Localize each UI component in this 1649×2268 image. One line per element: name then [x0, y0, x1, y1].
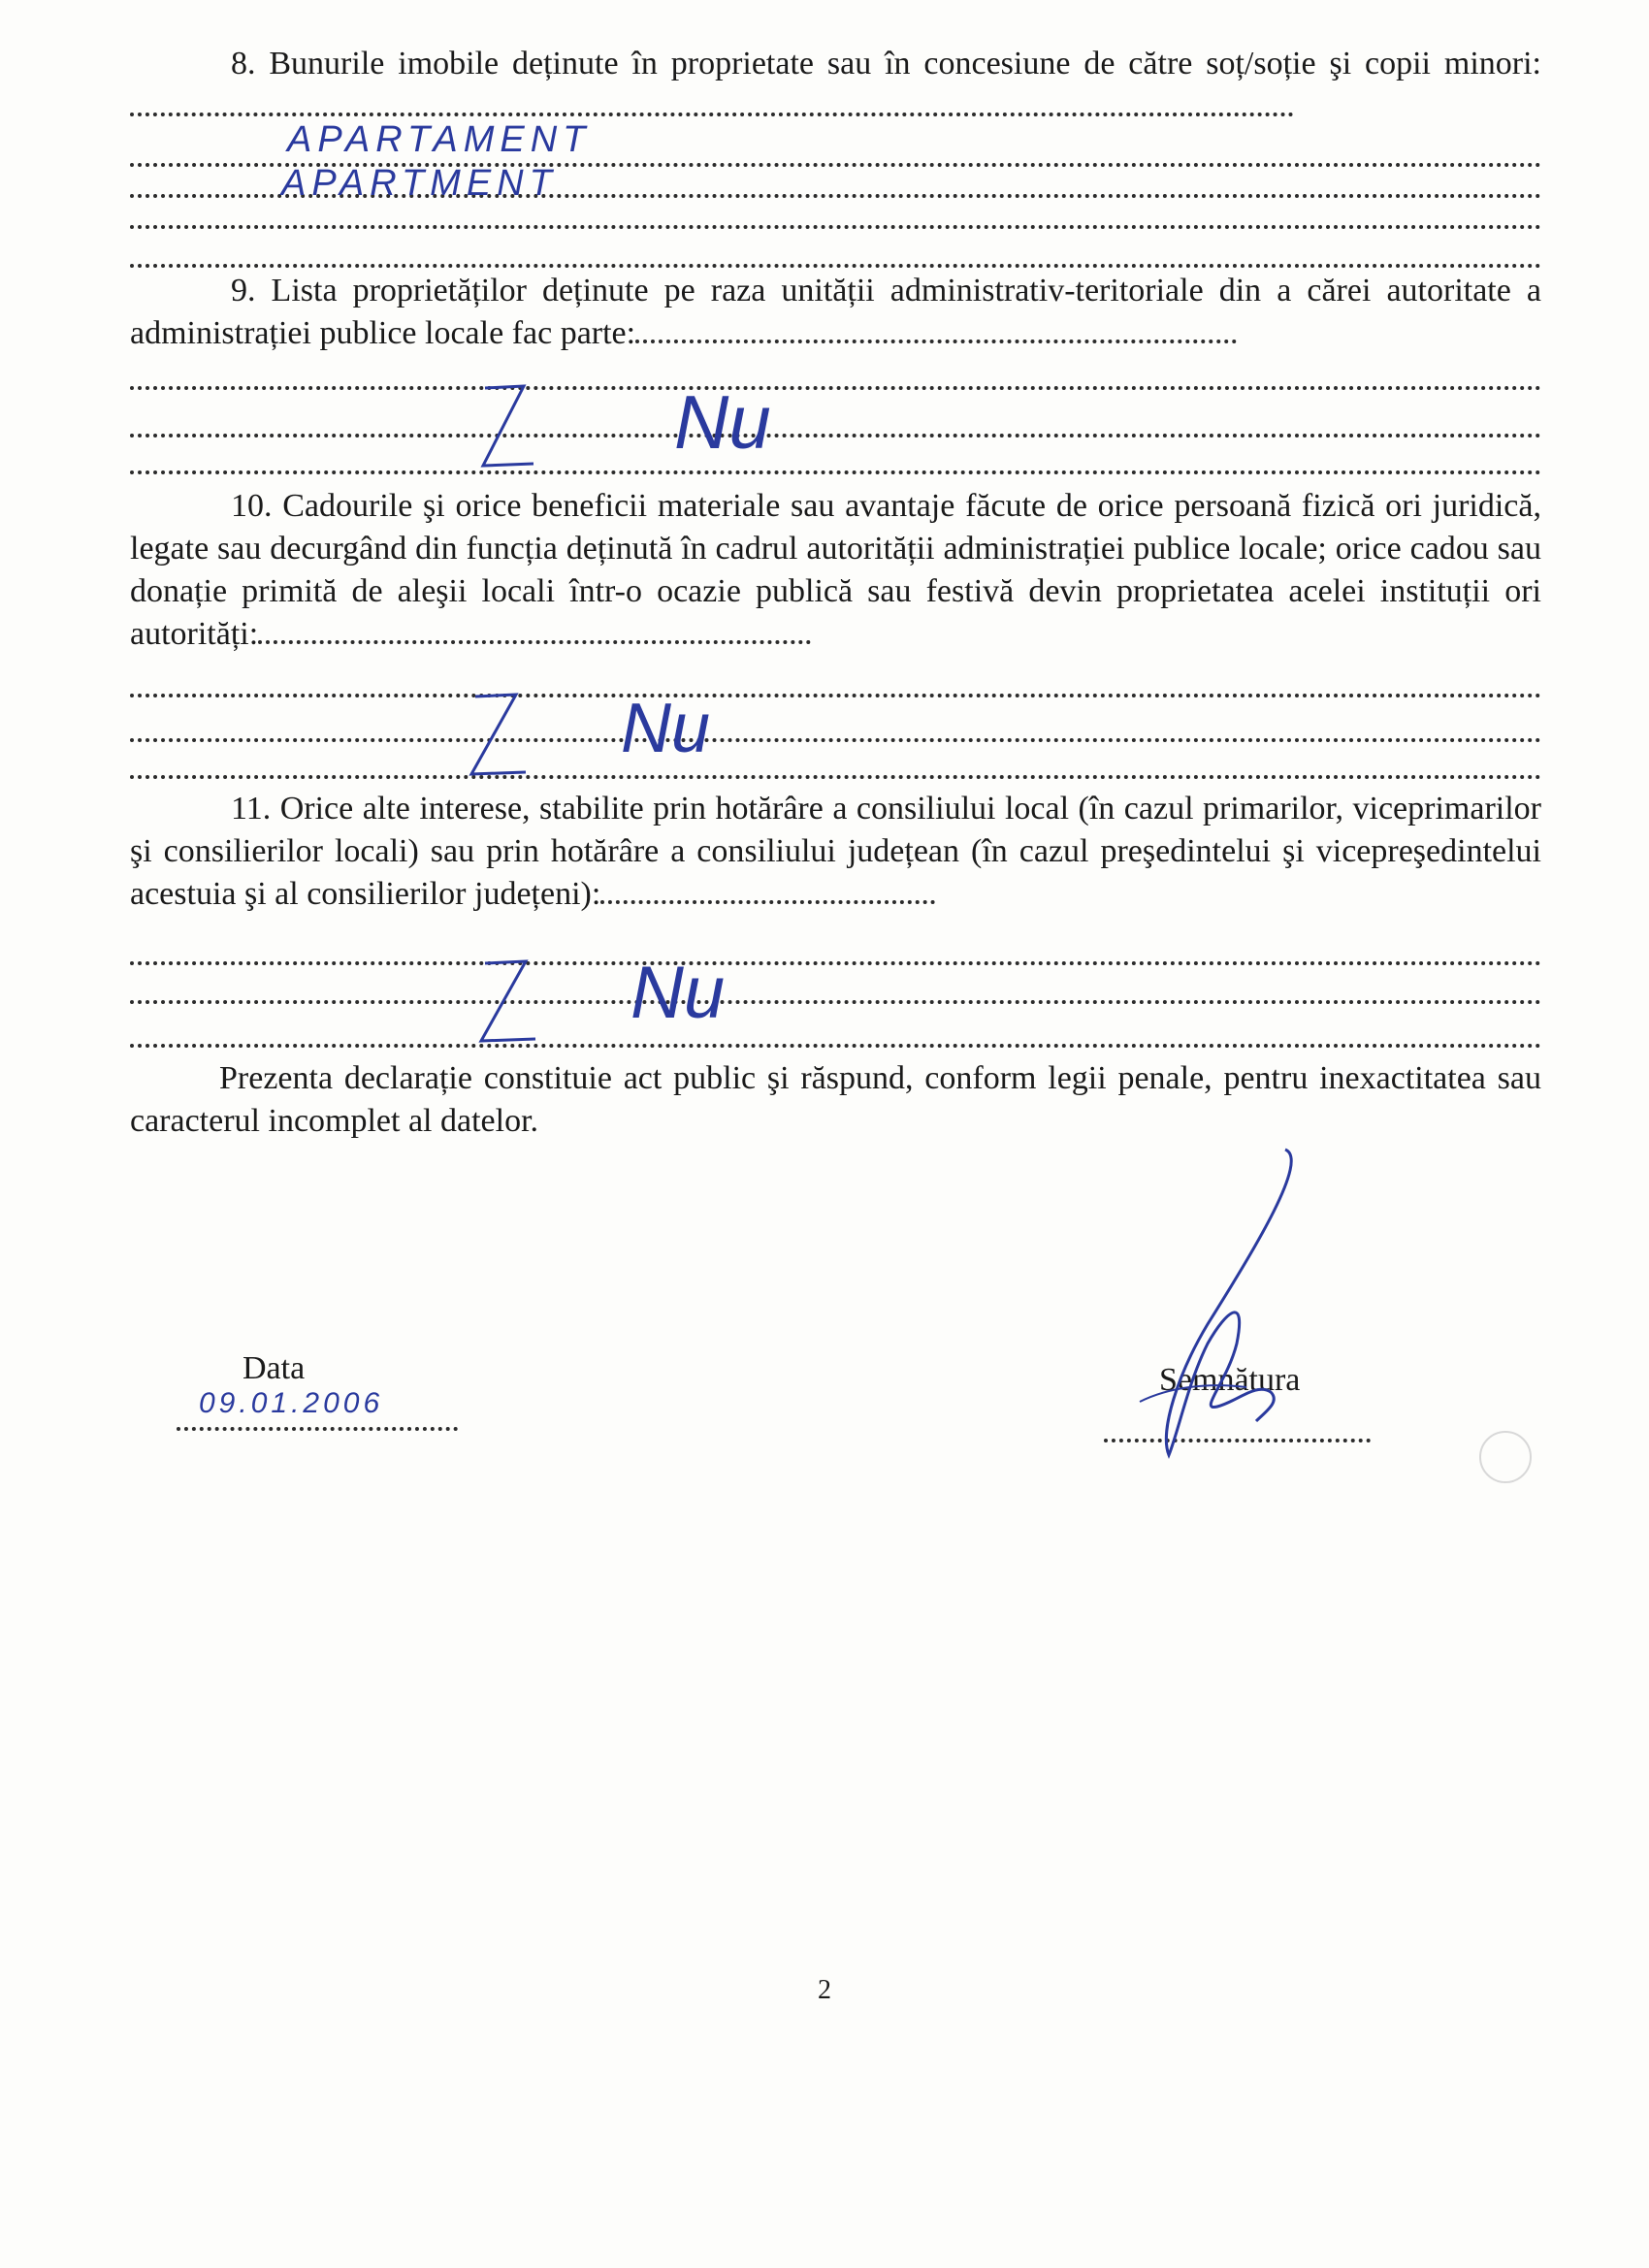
dotted-line	[130, 433, 1541, 437]
dotted-line	[130, 960, 1541, 965]
scan-stain	[1479, 1431, 1532, 1483]
section-8-paragraph	[130, 43, 1541, 128]
signature-scribble	[1101, 1140, 1353, 1470]
signature-label: Semnătura	[1159, 1362, 1301, 1398]
date-dotted-line	[177, 1426, 458, 1431]
dotted-line	[130, 224, 1541, 229]
closing-statement: Prezenta declarație constituie act public şi răspund, conform legii penale, pentru inexactitatea sau caracterul incomplet al datelor.	[130, 1060, 1541, 1139]
dotted-line	[130, 470, 1541, 474]
section-8-text: 8. Bunurile imobile deținute în proprietate sau în concesiune de către soț/soție şi copii minori:	[231, 46, 1541, 81]
dotted-fill	[600, 900, 935, 904]
page-number: 2	[818, 1975, 831, 2005]
section-11-text: 11. Orice alte interese, stabilite prin hotărâre a consiliului local (în cazul primarilor, viceprimarilor şi consilierilor locali) sau prin hotărâre a consiliului județean (în cazul preşedintelui şi vicepreşedintelui acestuia şi al consilierilor județeni):	[130, 791, 1541, 912]
section-10-text: 10. Cadourile şi orice beneficii materiale sau avantaje făcute de orice persoană fizică ori juridică, legate sau decurgând din funcția deținută în cadrul autorității administrației publice locale; orice cadou sau donație primită de aleşii locali într-o ocazie publică sau festivă devin proprietatea acelei instituții ori autorități:	[130, 488, 1541, 652]
dotted-fill	[130, 113, 1294, 116]
dotted-fill	[635, 340, 1237, 343]
section-10-paragraph	[130, 485, 1541, 656]
section-11-paragraph	[130, 788, 1541, 916]
dotted-line	[130, 999, 1541, 1004]
dotted-line	[130, 385, 1541, 390]
date-label: Data	[242, 1350, 306, 1386]
section-10-answer: Nu	[621, 690, 711, 767]
section-9-text: 9. Lista proprietăților deținute pe raza unității administrativ-teritoriale din a cărei autoritate a administrației publice locale fac parte:	[130, 273, 1541, 351]
section-9-paragraph	[130, 270, 1541, 355]
dotted-fill	[258, 640, 811, 644]
dotted-line	[130, 1043, 1541, 1048]
handwritten-entry-2: APARTMENT	[281, 163, 558, 204]
dotted-line	[130, 263, 1541, 268]
dotted-line	[130, 737, 1541, 742]
section-11-answer: Nu	[630, 952, 726, 1034]
date-value: 09.01.2006	[199, 1387, 384, 1419]
section-9-answer: Nu	[674, 379, 771, 465]
handwritten-entry-1: APARTAMENT	[287, 119, 592, 160]
dotted-line	[130, 774, 1541, 779]
dotted-line	[130, 693, 1541, 697]
